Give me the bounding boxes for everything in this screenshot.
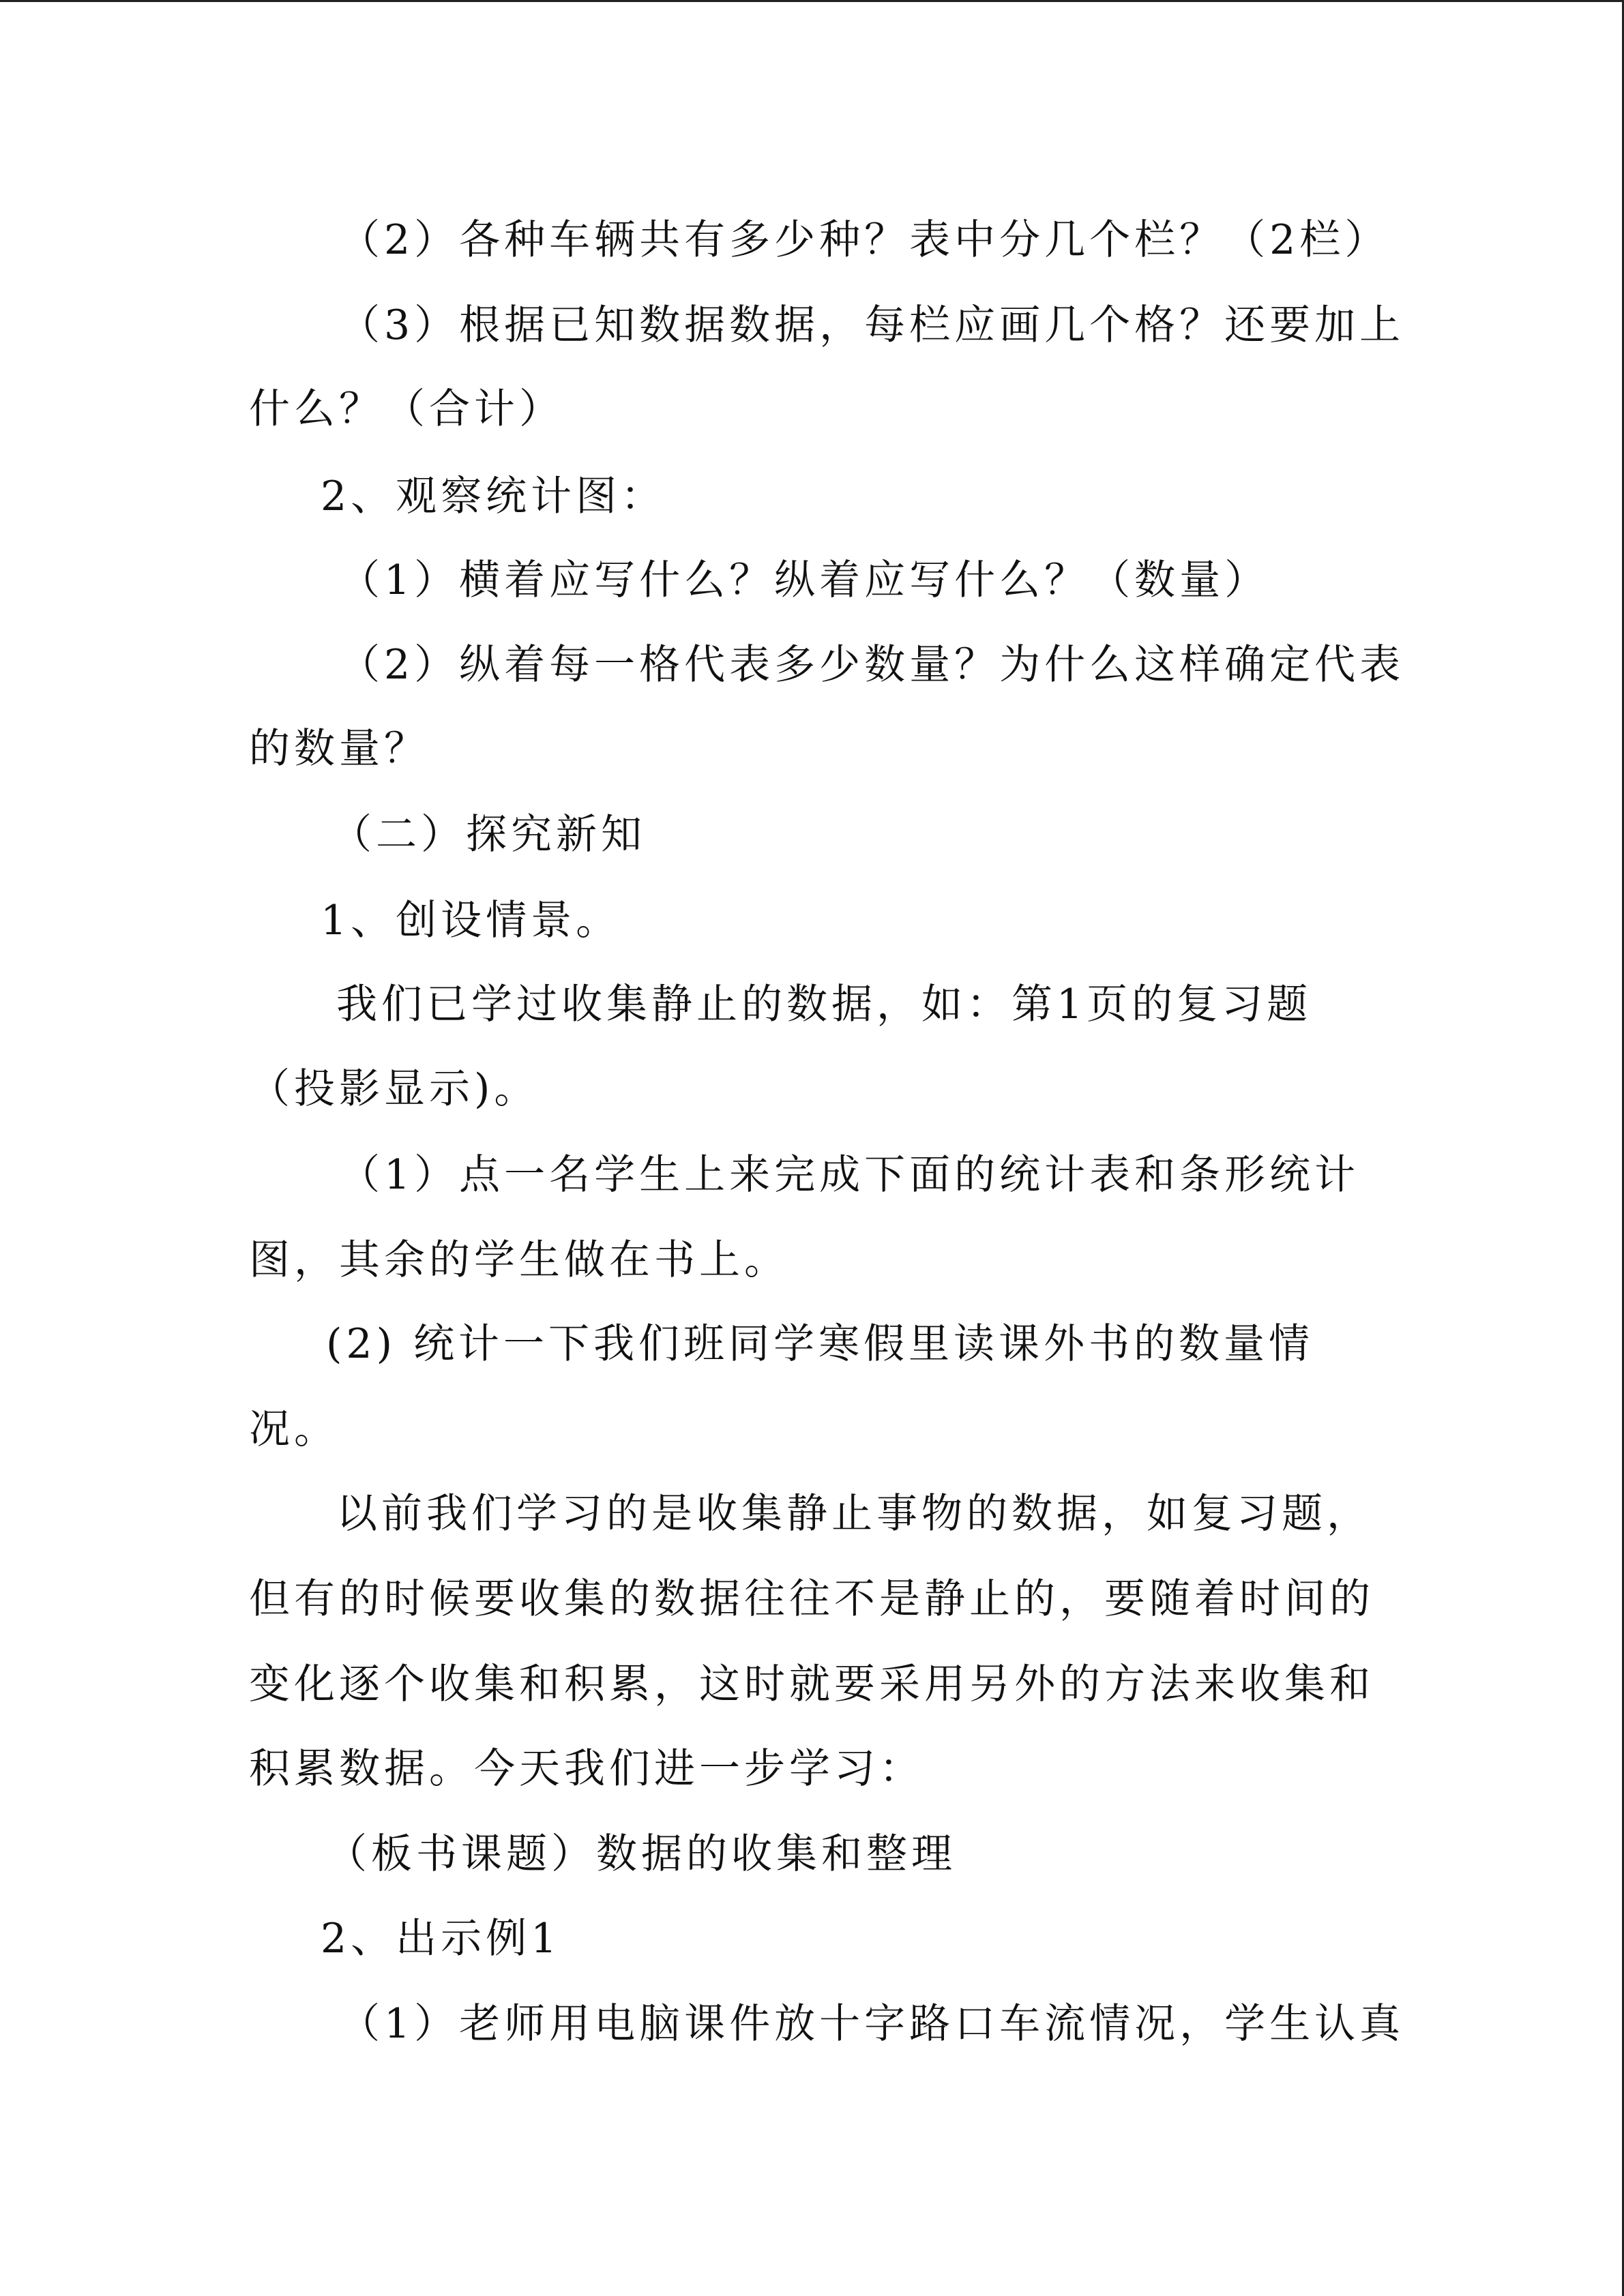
text-line: （2）各种车辆共有多少种？表中分几个栏？（2栏） (339, 216, 1390, 264)
text-line: （投影显示)。 (249, 1065, 540, 1113)
section-heading: 2、观察统计图： (321, 473, 666, 520)
page-top-border (0, 0, 1624, 2)
text-line: （1）横着应写什么？纵着应写什么？（数量） (339, 556, 1270, 604)
text-line: 变化逐个收集和积累，这时就要采用另外的方法来收集和 (249, 1660, 1374, 1708)
text-line: 况。 (249, 1405, 339, 1453)
section-heading: （板书课题）数据的收集和整理 (326, 1830, 956, 1878)
section-heading: 2、出示例1 (321, 1915, 561, 1963)
text-line: （2）纵着每一格代表多少数量？为什么这样确定代表 (339, 641, 1405, 689)
text-line: （1）点一名学生上来完成下面的统计表和条形统计 (339, 1151, 1360, 1199)
text-line: （1）老师用电脑课件放十字路口车流情况，学生认真 (339, 2000, 1405, 2048)
text-line: 以前我们学习的是收集静止事物的数据，如复习题， (336, 1490, 1372, 1538)
section-heading: 1、创设情景。 (321, 897, 621, 944)
text-line: 我们已学过收集静止的数据，如：第1页的复习题 (336, 981, 1312, 1028)
text-line: 图，其余的学生做在书上。 (249, 1236, 789, 1284)
section-heading: （二）探究新知 (331, 811, 646, 859)
text-line: 什么？（合计） (249, 385, 564, 433)
text-line: 的数量？ (249, 725, 429, 773)
text-line: 积累数据。今天我们进一步学习： (249, 1745, 924, 1793)
text-line: (2) 统计一下我们班同学寒假里读课外书的数量情 (326, 1320, 1314, 1368)
text-line: （3）根据已知数据数据，每栏应画几个格？还要加上 (339, 301, 1405, 349)
text-line: 但有的时候要收集的数据往往不是静止的，要随着时间的 (249, 1575, 1374, 1623)
